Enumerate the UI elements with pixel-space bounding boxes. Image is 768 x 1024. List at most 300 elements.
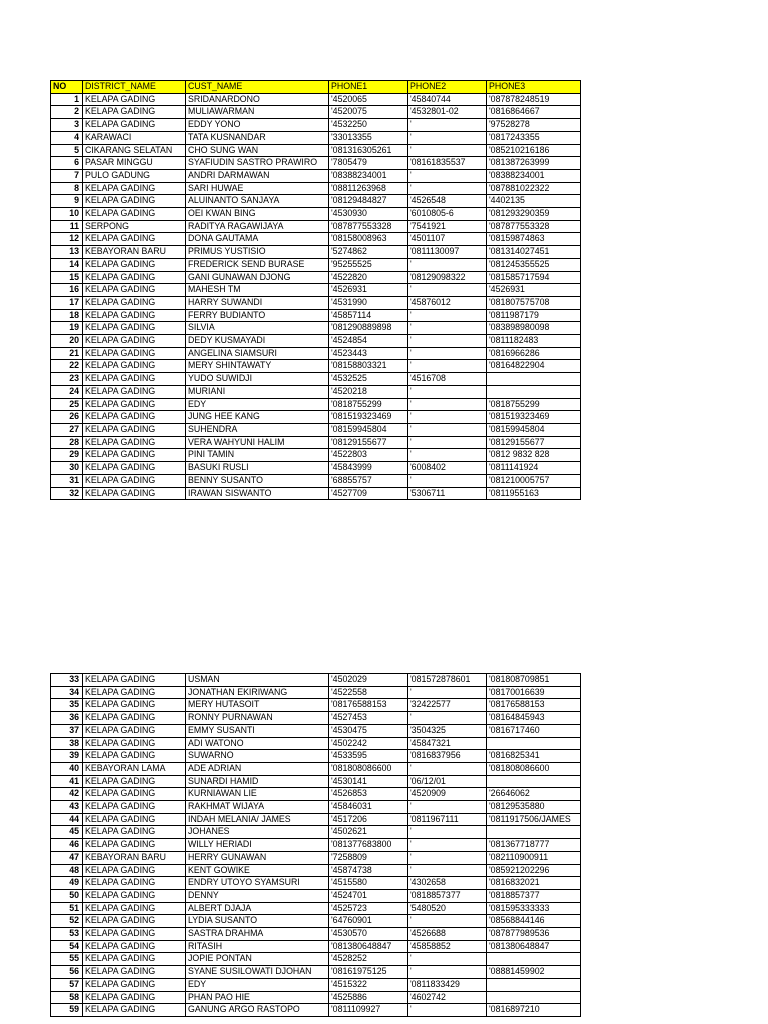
cell-no[interactable]: 51 [51,902,83,915]
cell-no[interactable]: 29 [51,449,83,462]
cell-cust-name[interactable]: WILLY HERIADI [186,839,329,852]
cell-phone3[interactable]: '0818857377 [487,889,581,902]
cell-phone3[interactable]: '087881022322 [487,182,581,195]
cell-cust-name[interactable]: PINI TAMIN [186,449,329,462]
cell-no[interactable]: 10 [51,208,83,221]
cell-no[interactable]: 4 [51,131,83,144]
cell-phone2[interactable]: ' [408,335,487,348]
cell-phone2[interactable]: '0811967111 [408,813,487,826]
cell-no[interactable]: 5 [51,144,83,157]
cell-phone2[interactable]: ' [408,119,487,132]
cell-phone3[interactable]: '0811987179 [487,309,581,322]
cell-phone1[interactable]: '4530570 [329,928,408,941]
cell-phone3[interactable]: '08164822904 [487,360,581,373]
cell-district-name[interactable]: KELAPA GADING [83,233,186,246]
cell-phone2[interactable]: ' [408,762,487,775]
cell-phone1[interactable]: '08388234001 [329,169,408,182]
cell-cust-name[interactable]: EDY [186,978,329,991]
cell-no[interactable]: 32 [51,487,83,500]
cell-phone2[interactable]: ' [408,864,487,877]
cell-phone1[interactable]: '08176588153 [329,699,408,712]
cell-no[interactable]: 30 [51,462,83,475]
cell-district-name[interactable]: KEBAYORAN BARU [83,246,186,259]
cell-no[interactable]: 11 [51,220,83,233]
cell-phone3[interactable]: '0811182483 [487,335,581,348]
cell-cust-name[interactable]: JOPIE PONTAN [186,953,329,966]
cell-no[interactable]: 48 [51,864,83,877]
cell-district-name[interactable]: KELAPA GADING [83,373,186,386]
cell-phone1[interactable]: '7805479 [329,157,408,170]
cell-cust-name[interactable]: DENNY [186,889,329,902]
cell-phone2[interactable]: ' [408,1004,487,1017]
cell-no[interactable]: 50 [51,889,83,902]
cell-district-name[interactable]: CIKARANG SELATAN [83,144,186,157]
cell-no[interactable]: 12 [51,233,83,246]
cell-phone2[interactable]: '4501107 [408,233,487,246]
cell-cust-name[interactable]: ALBERT DJAJA [186,902,329,915]
cell-no[interactable]: 34 [51,686,83,699]
cell-phone3[interactable]: '0812 9832 828 [487,449,581,462]
cell-no[interactable]: 1 [51,93,83,106]
cell-district-name[interactable]: KELAPA GADING [83,813,186,826]
cell-phone2[interactable]: '4516708 [408,373,487,386]
cell-no[interactable]: 40 [51,762,83,775]
cell-district-name[interactable]: KELAPA GADING [83,385,186,398]
cell-cust-name[interactable]: CHO SUNG WAN [186,144,329,157]
cell-district-name[interactable]: KELAPA GADING [83,902,186,915]
cell-phone1[interactable]: '081377683800 [329,839,408,852]
header-district-name[interactable]: DISTRICT_NAME [83,81,186,94]
cell-phone3[interactable]: '085210216186 [487,144,581,157]
cell-phone3[interactable] [487,826,581,839]
cell-phone1[interactable]: '08158803321 [329,360,408,373]
cell-district-name[interactable]: KELAPA GADING [83,398,186,411]
cell-cust-name[interactable]: ADE ADRIAN [186,762,329,775]
cell-cust-name[interactable]: ANGELINA SIAMSURI [186,347,329,360]
cell-phone2[interactable]: '45876012 [408,296,487,309]
cell-phone3[interactable]: '08388234001 [487,169,581,182]
cell-phone2[interactable]: ' [408,826,487,839]
cell-phone3[interactable]: '087877989536 [487,928,581,941]
cell-phone2[interactable]: '4302658 [408,877,487,890]
cell-cust-name[interactable]: SYAFIUDIN SASTRO PRAWIRO [186,157,329,170]
cell-cust-name[interactable]: JONATHAN EKIRIWANG [186,686,329,699]
cell-phone2[interactable]: '4520909 [408,788,487,801]
cell-cust-name[interactable]: ADI WATONO [186,737,329,750]
cell-cust-name[interactable]: RAKHMAT WIJAYA [186,801,329,814]
cell-phone2[interactable]: '4526688 [408,928,487,941]
cell-phone1[interactable]: '0818755299 [329,398,408,411]
cell-phone3[interactable] [487,385,581,398]
cell-cust-name[interactable]: VERA WAHYUNI HALIM [186,436,329,449]
cell-district-name[interactable]: SERPONG [83,220,186,233]
cell-cust-name[interactable]: KENT GOWIKE [186,864,329,877]
cell-phone1[interactable]: '4532250 [329,119,408,132]
cell-district-name[interactable]: KELAPA GADING [83,195,186,208]
cell-phone2[interactable]: '4532801-02 [408,106,487,119]
cell-no[interactable]: 46 [51,839,83,852]
cell-cust-name[interactable]: FERRY BUDIANTO [186,309,329,322]
cell-phone3[interactable]: '083898980098 [487,322,581,335]
cell-cust-name[interactable]: SUNARDI HAMID [186,775,329,788]
cell-phone2[interactable]: ' [408,801,487,814]
cell-no[interactable]: 15 [51,271,83,284]
header-cust-name[interactable]: CUST_NAME [186,81,329,94]
cell-cust-name[interactable]: MERY SHINTAWATY [186,360,329,373]
cell-phone2[interactable]: ' [408,915,487,928]
cell-phone1[interactable]: '4522558 [329,686,408,699]
cell-phone2[interactable]: '0811833429 [408,978,487,991]
cell-phone2[interactable]: '0816837956 [408,750,487,763]
cell-phone2[interactable]: '45847321 [408,737,487,750]
cell-phone2[interactable]: ' [408,284,487,297]
cell-phone1[interactable]: '0811109927 [329,1004,408,1017]
cell-no[interactable]: 45 [51,826,83,839]
cell-phone1[interactable]: '64760901 [329,915,408,928]
cell-phone2[interactable]: ' [408,953,487,966]
cell-cust-name[interactable]: EMMY SUSANTI [186,724,329,737]
cell-cust-name[interactable]: JOHANES [186,826,329,839]
cell-phone1[interactable]: '4520065 [329,93,408,106]
cell-no[interactable]: 9 [51,195,83,208]
cell-district-name[interactable]: KELAPA GADING [83,411,186,424]
cell-no[interactable]: 18 [51,309,83,322]
cell-phone3[interactable]: '081595333333 [487,902,581,915]
cell-phone2[interactable]: '5306711 [408,487,487,500]
cell-district-name[interactable]: KELAPA GADING [83,182,186,195]
cell-phone1[interactable]: '081808086600 [329,762,408,775]
cell-no[interactable]: 6 [51,157,83,170]
cell-cust-name[interactable]: HERRY GUNAWAN [186,851,329,864]
cell-phone1[interactable]: '081290889898 [329,322,408,335]
cell-phone1[interactable]: '4522803 [329,449,408,462]
cell-no[interactable]: 23 [51,373,83,386]
cell-phone1[interactable]: '081316305261 [329,144,408,157]
cell-phone3[interactable] [487,953,581,966]
cell-phone3[interactable]: '085921202296 [487,864,581,877]
cell-no[interactable]: 37 [51,724,83,737]
cell-cust-name[interactable]: MERY HUTASOIT [186,699,329,712]
cell-phone2[interactable]: '08161835537 [408,157,487,170]
cell-district-name[interactable]: KELAPA GADING [83,296,186,309]
cell-district-name[interactable]: KELAPA GADING [83,978,186,991]
cell-no[interactable]: 17 [51,296,83,309]
cell-no[interactable]: 33 [51,674,83,687]
cell-phone3[interactable]: '0816966286 [487,347,581,360]
cell-cust-name[interactable]: EDY [186,398,329,411]
cell-phone1[interactable]: '4526853 [329,788,408,801]
cell-phone1[interactable]: '33013355 [329,131,408,144]
cell-phone1[interactable]: '4528252 [329,953,408,966]
cell-no[interactable]: 28 [51,436,83,449]
cell-cust-name[interactable]: BENNY SUSANTO [186,474,329,487]
cell-phone3[interactable]: '0816897210 [487,1004,581,1017]
cell-district-name[interactable]: KELAPA GADING [83,966,186,979]
cell-phone1[interactable]: '08159945804 [329,423,408,436]
cell-phone1[interactable]: '4524854 [329,335,408,348]
cell-cust-name[interactable]: YUDO SUWIDJI [186,373,329,386]
cell-phone1[interactable]: '08158008963 [329,233,408,246]
cell-phone2[interactable]: ' [408,411,487,424]
cell-no[interactable]: 13 [51,246,83,259]
cell-phone1[interactable]: '081380648847 [329,940,408,953]
cell-phone3[interactable]: '087877553328 [487,220,581,233]
cell-phone1[interactable]: '4527453 [329,712,408,725]
cell-cust-name[interactable]: RITASIH [186,940,329,953]
cell-no[interactable]: 42 [51,788,83,801]
cell-phone2[interactable]: '06/12/01 [408,775,487,788]
cell-phone3[interactable]: '08159945804 [487,423,581,436]
cell-phone3[interactable]: '081293290359 [487,208,581,221]
cell-cust-name[interactable]: SILVIA [186,322,329,335]
cell-phone3[interactable]: '08881459902 [487,966,581,979]
cell-cust-name[interactable]: BASUKI RUSLI [186,462,329,475]
cell-phone2[interactable]: ' [408,309,487,322]
cell-cust-name[interactable]: RONNY PURNAWAN [186,712,329,725]
cell-district-name[interactable]: KELAPA GADING [83,474,186,487]
cell-district-name[interactable]: KELAPA GADING [83,928,186,941]
cell-district-name[interactable]: KELAPA GADING [83,864,186,877]
cell-district-name[interactable]: KELAPA GADING [83,258,186,271]
cell-cust-name[interactable]: KURNIAWAN LIE [186,788,329,801]
cell-phone2[interactable]: '4602742 [408,991,487,1004]
cell-district-name[interactable]: KELAPA GADING [83,106,186,119]
cell-phone2[interactable]: ' [408,449,487,462]
cell-district-name[interactable]: KELAPA GADING [83,686,186,699]
cell-cust-name[interactable]: FREDERICK SEND BURASE [186,258,329,271]
cell-no[interactable]: 53 [51,928,83,941]
cell-phone1[interactable]: '08161975125 [329,966,408,979]
cell-phone3[interactable]: '081807575708 [487,296,581,309]
cell-no[interactable]: 27 [51,423,83,436]
cell-phone1[interactable]: '4502621 [329,826,408,839]
cell-no[interactable]: 59 [51,1004,83,1017]
cell-phone2[interactable]: '32422577 [408,699,487,712]
cell-no[interactable]: 25 [51,398,83,411]
cell-district-name[interactable]: KELAPA GADING [83,674,186,687]
cell-phone1[interactable]: '7258809 [329,851,408,864]
cell-phone1[interactable]: '4530475 [329,724,408,737]
cell-phone2[interactable]: '6008402 [408,462,487,475]
cell-phone2[interactable]: ' [408,966,487,979]
cell-cust-name[interactable]: ALUINANTO SANJAYA [186,195,329,208]
cell-cust-name[interactable]: OEI KWAN BING [186,208,329,221]
cell-phone1[interactable]: '4532525 [329,373,408,386]
cell-district-name[interactable]: KELAPA GADING [83,487,186,500]
cell-phone2[interactable]: ' [408,686,487,699]
cell-phone2[interactable]: '4526548 [408,195,487,208]
cell-phone3[interactable] [487,737,581,750]
cell-no[interactable]: 41 [51,775,83,788]
cell-no[interactable]: 24 [51,385,83,398]
cell-district-name[interactable]: KELAPA GADING [83,119,186,132]
cell-cust-name[interactable]: SASTRA DRAHMA [186,928,329,941]
cell-phone2[interactable]: '3504325 [408,724,487,737]
cell-cust-name[interactable]: TATA KUSNANDAR [186,131,329,144]
header-phone3[interactable]: PHONE3 [487,81,581,94]
cell-cust-name[interactable]: DEDY KUSMAYADI [186,335,329,348]
cell-phone1[interactable]: '4527709 [329,487,408,500]
cell-phone3[interactable]: '0816717460 [487,724,581,737]
cell-cust-name[interactable]: MULIAWARMAN [186,106,329,119]
cell-phone2[interactable]: ' [408,839,487,852]
cell-phone1[interactable]: '4515322 [329,978,408,991]
cell-phone3[interactable]: '08129535880 [487,801,581,814]
cell-no[interactable]: 44 [51,813,83,826]
cell-phone3[interactable]: '081314027451 [487,246,581,259]
cell-cust-name[interactable]: SYANE SUSILOWATI DJOHAN [186,966,329,979]
cell-no[interactable]: 49 [51,877,83,890]
cell-district-name[interactable]: KELAPA GADING [83,423,186,436]
cell-no[interactable]: 58 [51,991,83,1004]
cell-district-name[interactable]: KARAWACI [83,131,186,144]
cell-phone3[interactable]: '08164845943 [487,712,581,725]
cell-phone3[interactable]: '087878248519 [487,93,581,106]
cell-district-name[interactable]: KELAPA GADING [83,712,186,725]
cell-district-name[interactable]: KELAPA GADING [83,940,186,953]
cell-phone2[interactable]: ' [408,385,487,398]
cell-phone3[interactable]: '0818755299 [487,398,581,411]
cell-district-name[interactable]: KELAPA GADING [83,335,186,348]
cell-phone2[interactable]: '45858852 [408,940,487,953]
cell-cust-name[interactable]: JUNG HEE KANG [186,411,329,424]
cell-district-name[interactable]: KEBAYORAN LAMA [83,762,186,775]
cell-district-name[interactable]: KELAPA GADING [83,93,186,106]
cell-phone3[interactable]: '0816864667 [487,106,581,119]
cell-cust-name[interactable]: ENDRY UTOYO SYAMSURI [186,877,329,890]
cell-phone3[interactable]: '08129155677 [487,436,581,449]
cell-no[interactable]: 22 [51,360,83,373]
cell-phone2[interactable]: '0818857377 [408,889,487,902]
cell-no[interactable]: 16 [51,284,83,297]
cell-district-name[interactable]: KELAPA GADING [83,801,186,814]
cell-phone1[interactable]: '4525723 [329,902,408,915]
cell-phone1[interactable]: '4517206 [329,813,408,826]
cell-phone3[interactable]: '0811955163 [487,487,581,500]
cell-district-name[interactable]: KELAPA GADING [83,309,186,322]
cell-phone1[interactable]: '4522820 [329,271,408,284]
cell-no[interactable]: 52 [51,915,83,928]
cell-district-name[interactable]: KELAPA GADING [83,699,186,712]
cell-phone1[interactable]: '08811263968 [329,182,408,195]
cell-district-name[interactable]: KELAPA GADING [83,991,186,1004]
cell-phone1[interactable]: '4530141 [329,775,408,788]
cell-phone1[interactable]: '4523443 [329,347,408,360]
cell-no[interactable]: 8 [51,182,83,195]
cell-district-name[interactable]: KELAPA GADING [83,839,186,852]
cell-no[interactable]: 47 [51,851,83,864]
cell-phone2[interactable]: ' [408,712,487,725]
cell-cust-name[interactable]: SUHENDRA [186,423,329,436]
cell-phone2[interactable]: ' [408,423,487,436]
cell-no[interactable]: 54 [51,940,83,953]
cell-phone3[interactable]: '0816832021 [487,877,581,890]
cell-phone3[interactable]: '08170016639 [487,686,581,699]
cell-phone3[interactable]: '26646062 [487,788,581,801]
cell-phone1[interactable]: '4520075 [329,106,408,119]
cell-cust-name[interactable]: INDAH MELANIA/ JAMES [186,813,329,826]
cell-district-name[interactable]: KELAPA GADING [83,322,186,335]
cell-phone2[interactable]: ' [408,182,487,195]
cell-phone1[interactable]: '45857114 [329,309,408,322]
cell-phone3[interactable]: '081585717594 [487,271,581,284]
cell-district-name[interactable]: KELAPA GADING [83,750,186,763]
cell-no[interactable]: 43 [51,801,83,814]
cell-no[interactable]: 38 [51,737,83,750]
cell-phone2[interactable]: ' [408,258,487,271]
cell-no[interactable]: 7 [51,169,83,182]
cell-phone3[interactable]: '081245355525 [487,258,581,271]
cell-phone2[interactable]: ' [408,169,487,182]
cell-cust-name[interactable]: EDDY YONO [186,119,329,132]
cell-phone1[interactable]: '4502242 [329,737,408,750]
cell-cust-name[interactable]: IRAWAN SISWANTO [186,487,329,500]
cell-district-name[interactable]: KELAPA GADING [83,737,186,750]
cell-cust-name[interactable]: DONA GAUTAMA [186,233,329,246]
cell-district-name[interactable]: KELAPA GADING [83,271,186,284]
cell-phone3[interactable] [487,991,581,1004]
cell-cust-name[interactable]: MAHESH TM [186,284,329,297]
cell-district-name[interactable]: PASAR MINGGU [83,157,186,170]
cell-phone2[interactable]: '7541921 [408,220,487,233]
cell-phone3[interactable]: '081380648847 [487,940,581,953]
cell-district-name[interactable]: KELAPA GADING [83,347,186,360]
cell-cust-name[interactable]: MURIANI [186,385,329,398]
cell-phone2[interactable]: ' [408,851,487,864]
cell-phone1[interactable]: '5274862 [329,246,408,259]
cell-phone2[interactable]: ' [408,360,487,373]
cell-district-name[interactable]: PULO GADUNG [83,169,186,182]
cell-phone3[interactable]: '081210005757 [487,474,581,487]
cell-phone3[interactable]: '0817243355 [487,131,581,144]
cell-phone3[interactable]: '0816825341 [487,750,581,763]
cell-phone1[interactable]: '4533595 [329,750,408,763]
cell-district-name[interactable]: KEBAYORAN BARU [83,851,186,864]
cell-phone1[interactable]: '4525886 [329,991,408,1004]
header-phone2[interactable]: PHONE2 [408,81,487,94]
cell-no[interactable]: 56 [51,966,83,979]
cell-phone3[interactable]: '0811917506/JAMES [487,813,581,826]
cell-phone3[interactable]: '08159874863 [487,233,581,246]
cell-phone3[interactable]: '08568844146 [487,915,581,928]
cell-phone2[interactable]: ' [408,144,487,157]
cell-no[interactable]: 39 [51,750,83,763]
cell-phone1[interactable]: '081519323469 [329,411,408,424]
cell-phone1[interactable]: '4531990 [329,296,408,309]
cell-phone2[interactable]: ' [408,347,487,360]
cell-phone3[interactable]: '97528278 [487,119,581,132]
cell-cust-name[interactable]: GANUNG ARGO RASTOPO [186,1004,329,1017]
cell-cust-name[interactable]: PRIMUS YUSTISIO [186,246,329,259]
cell-phone2[interactable]: ' [408,131,487,144]
cell-district-name[interactable]: KELAPA GADING [83,877,186,890]
cell-no[interactable]: 14 [51,258,83,271]
cell-phone2[interactable]: '5480520 [408,902,487,915]
cell-district-name[interactable]: KELAPA GADING [83,449,186,462]
cell-phone3[interactable] [487,775,581,788]
cell-phone2[interactable]: ' [408,322,487,335]
cell-cust-name[interactable]: USMAN [186,674,329,687]
header-no[interactable]: NO [51,81,83,94]
cell-phone2[interactable]: '6010805-6 [408,208,487,221]
cell-phone1[interactable]: '4515580 [329,877,408,890]
cell-phone1[interactable]: '45874738 [329,864,408,877]
cell-district-name[interactable]: KELAPA GADING [83,915,186,928]
cell-phone3[interactable]: '0811141924 [487,462,581,475]
cell-cust-name[interactable]: LYDIA SUSANTO [186,915,329,928]
cell-phone1[interactable]: '95255525 [329,258,408,271]
header-phone1[interactable]: PHONE1 [329,81,408,94]
